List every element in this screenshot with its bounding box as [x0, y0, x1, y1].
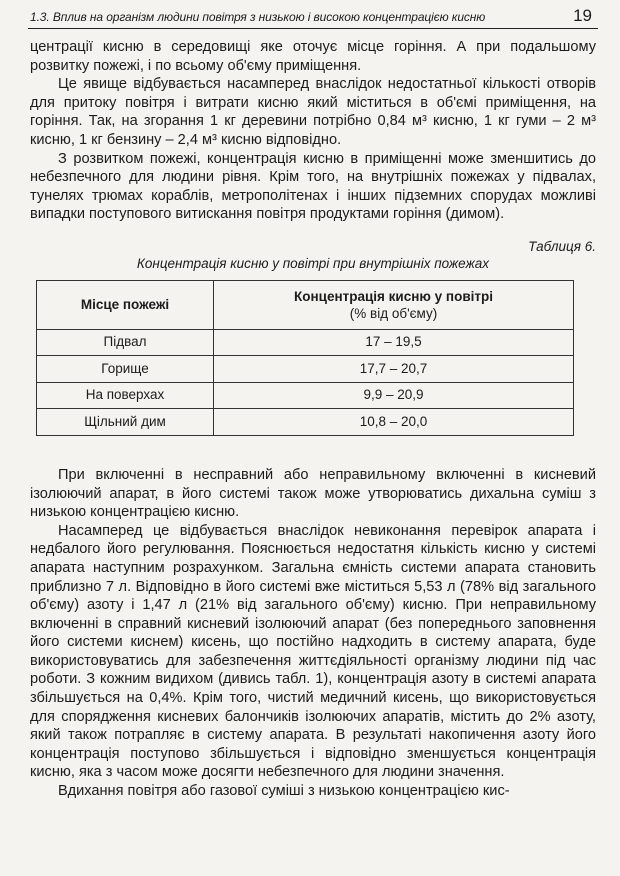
table-title: Концентрація кисню у повітрі при внутрішніх пожежах: [136, 255, 490, 271]
table-header-row: [37, 280, 574, 329]
column-header-concentration-title: Концентрація кисню у повітрі: [294, 288, 493, 304]
column-header-concentration-unit: (% від об'єму): [349, 305, 438, 321]
spacer: [30, 436, 596, 466]
table-row: [37, 382, 574, 409]
cell-place: Горище: [37, 356, 214, 383]
cell-value: 9,9 – 20,9: [214, 382, 574, 409]
paragraph: Вдихання повітря або газової суміші з низькою концентрацією кис-: [58, 783, 510, 800]
running-title: 1.3. Вплив на організм людини повітря з низькою і високою концентрацією кисню: [30, 10, 486, 24]
paragraph: З розвитком пожежі, концентрація кисню в приміщенні може зменшитись до небезпечного для людини рівня. Крім того, на внутрішніх пожежах у підвалах, тунелях трюмах кораблів, метрополітенах і інших підземних спорудах можливі випадки поступового витискання повітря продуктами горіння (димом).: [30, 150, 596, 223]
paragraph: При включенні в несправний або неправильному включенні в кисневий ізолюючий апарат, в його системі також може утворюватись дихальна суміш з низькою концентрацією кисню.: [30, 466, 596, 521]
paragraph: Насамперед це відбувається внаслідок невиконання перевірок апарата і недбалого його регулювання. Пояснюється недостатня кількість кисню у системі апарата наступним розрахунком. Загальна ємність системи апарата становить приблизно 7 л. Відповідно в його системі вже міститься 5,53 л (78% від загального об'єму) азоту і 1,47 л (21% від загального об'єму) кисню. При неправильному включенні в справний кисневий ізолюючий апарат (без попереднього заповнення його системи киснем) кисень, що постійно надходить в систему апарата, буде використовуватись для забезпечення життєдіяльності організму людини під час роботи. З кожним видихом (дивись табл. 1), концентрація азоту в системі апарата збільшується на 0,4%. Крім того, чистий медичний кисень, що використовується для спорядження кисневих балончиків ізолюючих апаратів, містить до 2% азоту, який також потрапляє в систему апарата. В результаті накопичення азоту його концентрація поступово збільшується і відповідно зменшується концентрація кисню, яка з часом може досягти небезпечного для людини значення.: [30, 522, 596, 781]
cell-value: 17,7 – 20,7: [214, 356, 574, 383]
column-header-concentration: [214, 280, 574, 329]
table-label: Таблиця 6.: [528, 238, 596, 254]
column-header-place: Місце пожежі: [37, 280, 214, 329]
cell-place: На поверхах: [37, 382, 214, 409]
paragraph: центрації кисню в середовищі яке оточує місце горіння. А при подальшому розвитку пожежі, і по всьому об'єму приміщення.: [30, 39, 596, 74]
cell-value: 17 – 19,5: [214, 329, 574, 356]
table-row: [37, 356, 574, 383]
cell-place: Підвал: [37, 329, 214, 356]
paragraph: Це явище відбувається насамперед внаслідок недостатньої кількості отворів для притоку повітря і витрати кисню який міститься в об'ємі приміщення, на горіння. Так, на згорання 1 кг деревини потрібно 0,84 м³ кисню, 1 кг гуми – 2 м³ кисню, 1 кг бензину – 2,4 м³ кисню відповідно.: [30, 76, 596, 148]
cell-place: Щільний дим: [37, 409, 214, 436]
page-header: [28, 6, 598, 29]
oxygen-concentration-table: [36, 280, 574, 436]
page-body: [30, 38, 596, 801]
cell-value: 10,8 – 20,0: [214, 409, 574, 436]
table-row: [37, 409, 574, 436]
page-number: 19: [573, 6, 592, 25]
table-row: [37, 329, 574, 356]
